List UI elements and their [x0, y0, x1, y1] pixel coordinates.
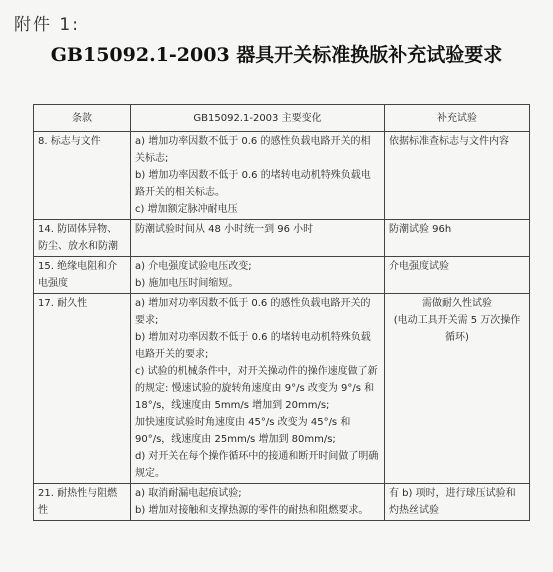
supplementary-test-cell: 介电强度试验	[385, 257, 530, 294]
supplementary-test-cell: 需做耐久性试验 (电动工具开关需 5 万次操作循环)	[385, 294, 530, 484]
column-header-test: 补充试验	[385, 105, 530, 132]
change-item: c) 增加额定脉冲耐电压	[135, 204, 238, 215]
changes-cell	[131, 484, 385, 521]
supplementary-test-cell: 防潮试验 96h	[385, 220, 530, 257]
change-item: 加快速度试验时角速度由 45°/s 改变为 45°/s 和 90°/s，线速度由 25mm/s 增加到 80mm/s;	[135, 417, 351, 445]
change-item: d) 对开关在每个操作循环中的接通和断开时间做了明确规定。	[135, 451, 379, 479]
clause-cell: 15. 绝缘电阻和介电强度	[34, 257, 131, 294]
clause-cell: 21. 耐热性与阻燃性	[34, 484, 131, 521]
changes-cell	[131, 294, 385, 484]
change-item: b) 增加对接触和支撑热源的零件的耐热和阻燃要求。	[135, 505, 369, 516]
table-header-row	[34, 105, 530, 132]
supplementary-test-cell: 依据标准查标志与文件内容	[385, 132, 530, 220]
changes-cell	[131, 257, 385, 294]
attachment-label: 附件 1:	[14, 15, 80, 35]
change-item: c) 试验的机械条件中，对开关操动件的操作速度做了新的规定: 慢速试验的旋转角速度由 9°/s 改变为 9°/s 和 18°/s，线速度由 5mm/s 增加到 20mm/s;	[135, 366, 378, 411]
clause-cell: 8. 标志与文件	[34, 132, 131, 220]
change-item: 防潮试验时间从 48 小时统一到 96 小时	[135, 224, 314, 235]
clause-cell: 17. 耐久性	[34, 294, 131, 484]
clause-cell: 14. 防固体异物、防尘、放水和防潮	[34, 220, 131, 257]
changes-cell	[131, 132, 385, 220]
change-item: b) 施加电压时间缩短。	[135, 278, 239, 289]
requirements-table	[33, 104, 530, 521]
document-title: GB15092.1-2003 器具开关标准换版补充试验要求	[50, 44, 503, 66]
change-item: a) 增加对功率因数不低于 0.6 的感性负载电路开关的要求;	[135, 298, 371, 326]
supplementary-test-cell: 有 b) 项时，进行球压试验和灼热丝试验	[385, 484, 530, 521]
change-item: b) 增加对功率因数不低于 0.6 的堵转电动机特殊负载电路开关的要求;	[135, 332, 371, 360]
table-row	[34, 220, 530, 257]
change-item: b) 增加功率因数不低于 0.6 的堵转电动机特殊负载电路开关的相关标志。	[135, 170, 371, 198]
table-row	[34, 132, 530, 220]
change-item: a) 增加功率因数不低于 0.6 的感性负载电路开关的相关标志;	[135, 136, 371, 164]
table-row	[34, 294, 530, 484]
change-item: a) 介电强度试验电压改变;	[135, 261, 252, 272]
column-header-changes: GB15092.1-2003 主要变化	[131, 105, 385, 132]
table-body	[34, 132, 530, 521]
change-item: a) 取消耐漏电起痕试验;	[135, 488, 242, 499]
table-row	[34, 484, 530, 521]
column-header-clause: 条款	[34, 105, 131, 132]
changes-cell	[131, 220, 385, 257]
table-row	[34, 257, 530, 294]
